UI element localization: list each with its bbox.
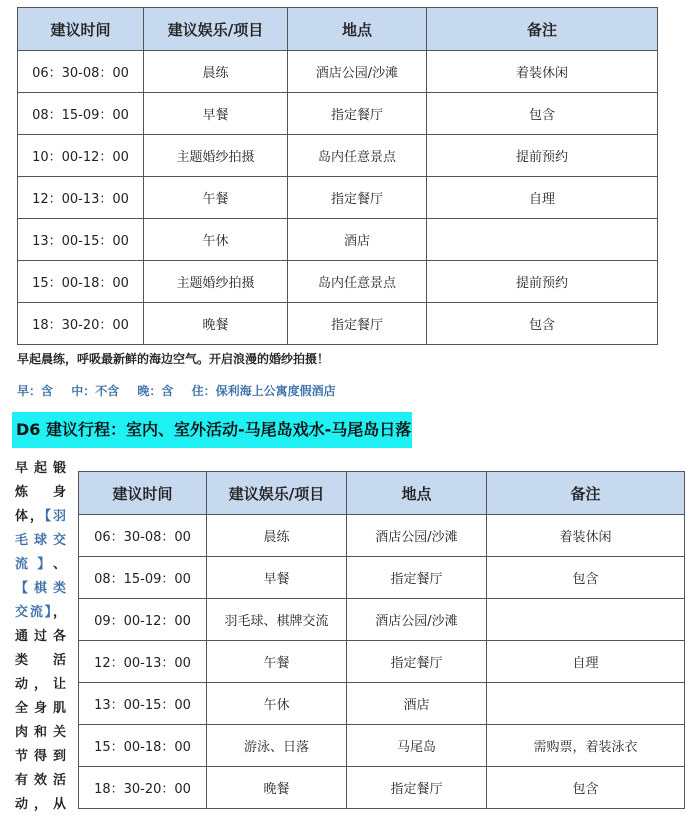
- table-row: [79, 683, 685, 725]
- table-row: [18, 303, 658, 345]
- table-cell: 包含: [487, 557, 685, 599]
- table-cell: 15：00-18：00: [18, 261, 144, 303]
- table-cell: 15：00-18：00: [79, 725, 207, 767]
- column-header: 备注: [487, 472, 685, 515]
- column-header: 地点: [288, 8, 427, 51]
- table-cell: 包含: [427, 93, 658, 135]
- table-cell: 午餐: [144, 177, 288, 219]
- day-note: 早起晨练，呼吸最新鲜的海边空气。开启浪漫的婚纱拍摄！: [17, 352, 330, 366]
- table-cell: 指定餐厅: [347, 641, 487, 683]
- table-cell: 需购票，着装泳衣: [487, 725, 685, 767]
- table-row: [18, 135, 658, 177]
- table-row: [79, 557, 685, 599]
- table-cell: 午休: [207, 683, 347, 725]
- table-row: [18, 261, 658, 303]
- table-cell: 08：15-09：00: [79, 557, 207, 599]
- table-cell: 酒店: [347, 683, 487, 725]
- table-cell: 06：30-08：00: [79, 515, 207, 557]
- table-cell: 包含: [427, 303, 658, 345]
- meals-line: [17, 382, 350, 399]
- table-header-row: [79, 472, 685, 515]
- table-cell: 13：00-15：00: [18, 219, 144, 261]
- table-cell: 提前预约: [427, 261, 658, 303]
- table-cell: 羽毛球、棋牌交流: [207, 599, 347, 641]
- table-row: [79, 725, 685, 767]
- table-cell: 06：30-08：00: [18, 51, 144, 93]
- table-cell: 午餐: [207, 641, 347, 683]
- day6-description: [15, 457, 67, 817]
- column-header: 备注: [427, 8, 658, 51]
- table-cell: 午休: [144, 219, 288, 261]
- desc-part-1: 早起锻炼身体，: [15, 461, 67, 524]
- desc-part-2: 、: [52, 557, 67, 572]
- table-row: [18, 219, 658, 261]
- table-cell: 自理: [487, 641, 685, 683]
- table-cell: 10：00-12：00: [18, 135, 144, 177]
- table-body: [18, 51, 658, 345]
- table-cell: 晨练: [144, 51, 288, 93]
- table-cell: 提前预约: [427, 135, 658, 177]
- table-cell: 着装休闲: [427, 51, 658, 93]
- column-header: 建议娱乐/项目: [207, 472, 347, 515]
- table-cell: 12：00-13：00: [18, 177, 144, 219]
- table-cell: 酒店公园/沙滩: [347, 599, 487, 641]
- table-cell: 酒店公园/沙滩: [288, 51, 427, 93]
- column-header: 建议时间: [18, 8, 144, 51]
- lunch-info: 中：不含: [71, 384, 120, 398]
- table-cell: 游泳、日落: [207, 725, 347, 767]
- table-cell: 指定餐厅: [347, 767, 487, 809]
- column-header: 建议时间: [79, 472, 207, 515]
- table-cell: [487, 683, 685, 725]
- table-cell: 早餐: [207, 557, 347, 599]
- table-cell: 晚餐: [144, 303, 288, 345]
- table-cell: 09：00-12：00: [79, 599, 207, 641]
- table-header-row: [18, 8, 658, 51]
- table-cell: 08：15-09：00: [18, 93, 144, 135]
- table-cell: 指定餐厅: [288, 93, 427, 135]
- table-cell: 着装休闲: [487, 515, 685, 557]
- column-header: 地点: [347, 472, 487, 515]
- table-row: [18, 93, 658, 135]
- table-cell: 马尾岛: [347, 725, 487, 767]
- table-cell: 12：00-13：00: [79, 641, 207, 683]
- table-row: [18, 51, 658, 93]
- table-cell: 主题婚纱拍摄: [144, 135, 288, 177]
- table-cell: 岛内任意景点: [288, 261, 427, 303]
- table-cell: 主题婚纱拍摄: [144, 261, 288, 303]
- table-cell: [487, 599, 685, 641]
- table-cell: [427, 219, 658, 261]
- table-cell: 自理: [427, 177, 658, 219]
- desc-part-3: ，通过各类活动，让全身肌肉和关节得到有效活动，从: [15, 605, 67, 812]
- column-header: 建议娱乐/项目: [144, 8, 288, 51]
- table-cell: 指定餐厅: [288, 303, 427, 345]
- table-cell: 指定餐厅: [347, 557, 487, 599]
- table-cell: 指定餐厅: [288, 177, 427, 219]
- table-row: [79, 599, 685, 641]
- table-cell: 晚餐: [207, 767, 347, 809]
- table-row: [79, 767, 685, 809]
- table-cell: 13：00-15：00: [79, 683, 207, 725]
- table-cell: 酒店公园/沙滩: [347, 515, 487, 557]
- table-row: [79, 641, 685, 683]
- desc-highlight-badminton: 【羽毛球交流】: [15, 509, 67, 572]
- day6-heading: D6 建议行程：室内、室外活动-马尾岛戏水-马尾岛日落: [12, 412, 412, 448]
- stay-info: 住：保利海上公寓度假酒店: [191, 384, 336, 398]
- table-cell: 酒店: [288, 219, 427, 261]
- table-cell: 包含: [487, 767, 685, 809]
- table-cell: 18：30-20：00: [79, 767, 207, 809]
- desc-highlight-chess: 【棋类交流】: [15, 581, 67, 620]
- schedule-table-2: [78, 471, 685, 809]
- table-cell: 岛内任意景点: [288, 135, 427, 177]
- table-body: [79, 515, 685, 809]
- table-row: [18, 177, 658, 219]
- schedule-table-1: [17, 7, 658, 345]
- table-cell: 早餐: [144, 93, 288, 135]
- table-row: [79, 515, 685, 557]
- breakfast-info: 早：含: [17, 384, 54, 398]
- table-cell: 18：30-20：00: [18, 303, 144, 345]
- dinner-info: 晚：含: [137, 384, 174, 398]
- table-cell: 晨练: [207, 515, 347, 557]
